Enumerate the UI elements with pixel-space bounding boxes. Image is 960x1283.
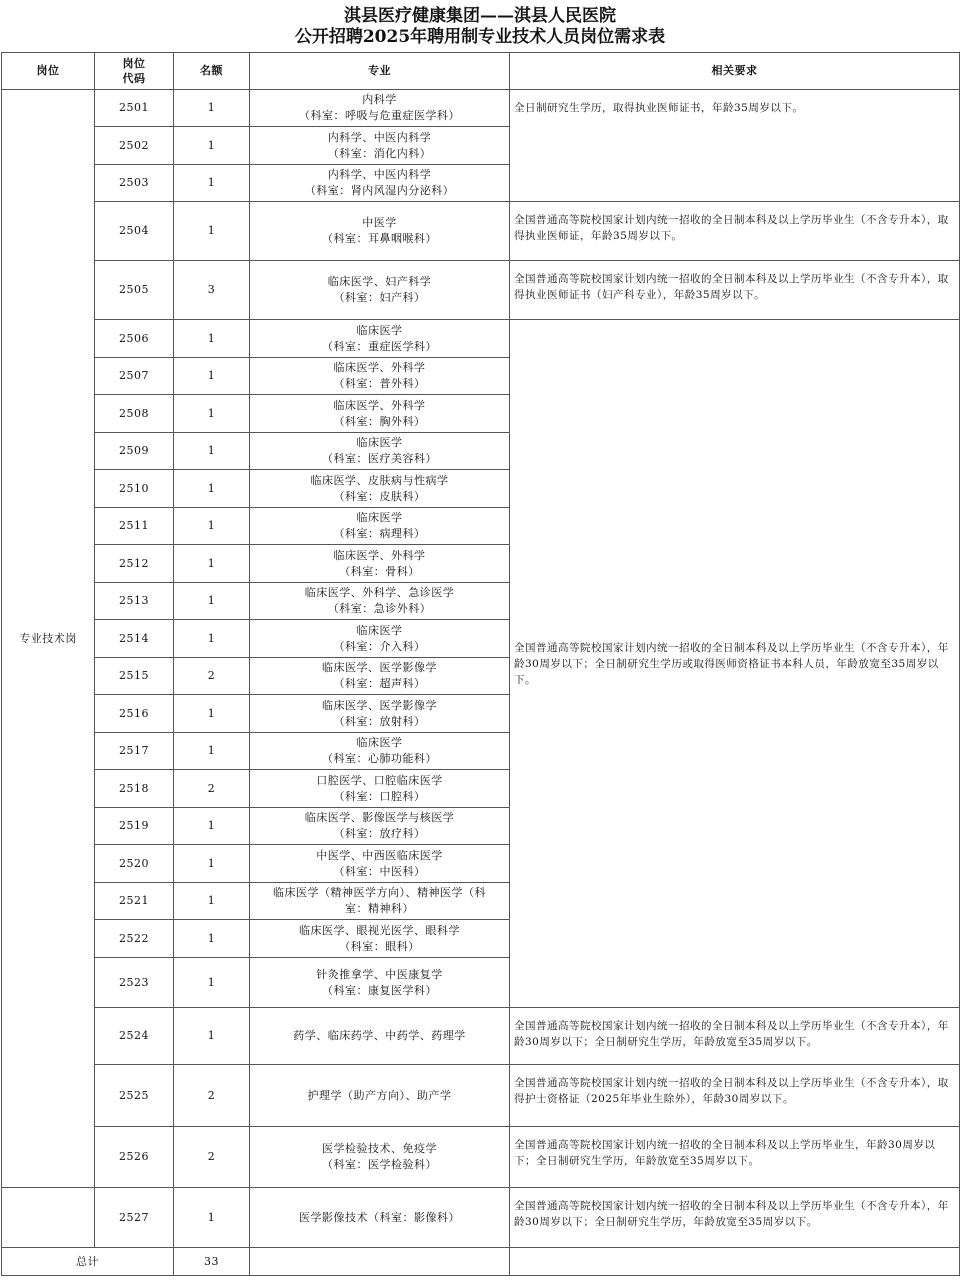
post-code-cell: 2527 [95,1188,174,1248]
major-text: 临床医学、外科学 （科室：骨科） [333,548,426,578]
major-cell [250,808,510,845]
major-cell [250,883,510,920]
requirements-cell: 全国普通高等院校国家计划内统一招收的全日制本科及以上学历毕业生（不含专升本），取得执业医师证，年龄35周岁以下。 [510,202,960,261]
headcount-cell: 1 [174,395,250,433]
major-cell [250,1188,510,1248]
major-cell [250,845,510,883]
header-post: 岗位 [2,53,95,90]
headcount-cell: 1 [174,470,250,508]
major-text: 临床医学 （科室：介入科） [333,623,426,653]
total-req-empty [510,1248,960,1276]
post-code-cell: 2521 [95,883,174,920]
major-text: 临床医学（精神医学方向）、精神医学（科 室：精神科） [273,886,486,915]
post-code-cell: 2522 [95,920,174,958]
post-code-cell: 2510 [95,470,174,508]
post-code-cell: 2507 [95,358,174,395]
post-name-empty-cell [2,1188,95,1248]
headcount-cell: 1 [174,920,250,958]
headcount-cell: 1 [174,90,250,127]
major-text: 临床医学 （科室：重症医学科） [322,323,437,353]
post-code-cell: 2506 [95,320,174,358]
headcount-cell: 1 [174,958,250,1008]
post-name-cell: 专业技术岗 [2,90,95,1188]
major-text: 临床医学、外科学 （科室：普外科） [333,361,426,390]
positions-table [1,52,960,1276]
total-major-empty [250,1248,510,1276]
requirements-cell: 全国普通高等院校国家计划内统一招收的全日制本科及以上学历毕业生（不含专升本），取得执业医师证书（妇产科专业），年龄35周岁以下。 [510,261,960,320]
major-text: 临床医学、影像医学与核医学 （科室：放疗科） [304,811,455,840]
major-cell [250,733,510,770]
post-code-cell: 2525 [95,1065,174,1127]
major-text: 临床医学、医学影像学 （科室：超声科） [322,661,437,690]
headcount-cell: 2 [174,658,250,695]
table-row [2,1008,960,1065]
headcount-cell: 1 [174,845,250,883]
headcount-cell: 1 [174,733,250,770]
post-code-cell: 2503 [95,165,174,202]
major-cell [250,320,510,358]
major-cell [250,165,510,202]
post-code-cell: 2516 [95,695,174,733]
total-count: 33 [174,1248,250,1276]
table-row [2,1188,960,1248]
post-code-cell: 2511 [95,508,174,545]
headcount-cell: 1 [174,508,250,545]
post-code-cell: 2520 [95,845,174,883]
requirements-cell: 全国普通高等院校国家计划内统一招收的全日制本科及以上学历毕业生，年龄30周岁以下；全日制研究生学历，年龄放宽至35周岁以下。 [510,1127,960,1188]
total-row [2,1248,960,1276]
headcount-cell: 1 [174,433,250,470]
requirements-cell: 全国普通高等院校国家计划内统一招收的全日制本科及以上学历毕业生（不含专升本），年龄30周岁以下；全日制研究生学历或取得医师资格证书本科人员，年龄放宽至35周岁以下。 [510,320,960,1008]
major-cell [250,433,510,470]
major-text: 口腔医学、口腔临床医学 （科室：口腔科） [316,773,443,803]
major-text: 临床医学 （科室：医疗美容科） [322,436,437,465]
headcount-cell: 1 [174,620,250,658]
post-code-cell: 2526 [95,1127,174,1188]
major-cell [250,261,510,320]
headcount-cell: 1 [174,1008,250,1065]
major-cell [250,508,510,545]
header-requirements: 相关要求 [510,53,960,90]
major-cell [250,358,510,395]
headcount-cell: 2 [174,1065,250,1127]
headcount-cell: 2 [174,1127,250,1188]
headcount-cell: 1 [174,808,250,845]
headcount-cell: 1 [174,202,250,261]
headcount-cell: 1 [174,1188,250,1248]
major-text: 临床医学 （科室：病理科） [333,511,426,540]
header-code-label: 岗位 代码 [122,57,146,85]
header-major: 专业 [250,53,510,90]
major-cell [250,1065,510,1127]
post-code-cell: 2519 [95,808,174,845]
post-code-cell: 2512 [95,545,174,583]
major-text: 中医学 （科室：耳鼻咽喉科） [322,216,437,245]
major-text: 临床医学、皮肤病与性病学 （科室：皮肤科） [310,473,449,503]
headcount-cell: 1 [174,883,250,920]
major-text: 内科学、中医内科学 （科室：肾内风湿内分泌科） [304,168,455,197]
requirements-cell: 全国普通高等院校国家计划内统一招收的全日制本科及以上学历毕业生（不含专升本），年龄30周岁以下；全日制研究生学历，年龄放宽至35周岁以下。 [510,1188,960,1248]
table-row [2,1127,960,1188]
post-code-cell: 2509 [95,433,174,470]
headcount-cell: 1 [174,320,250,358]
post-code-cell: 2505 [95,261,174,320]
major-cell [250,470,510,508]
post-code-cell: 2504 [95,202,174,261]
major-cell [250,920,510,958]
table-row [2,1065,960,1127]
major-text: 临床医学、眼视光医学、眼科学 （科室：眼科） [299,923,460,953]
major-text: 针灸推拿学、中医康复学 （科室：康复医学科） [316,967,443,997]
headcount-cell: 1 [174,165,250,202]
major-cell [250,583,510,620]
major-text: 临床医学 （科室：心肺功能科） [322,736,437,765]
post-code-cell: 2523 [95,958,174,1008]
headcount-cell: 1 [174,695,250,733]
major-cell [250,1127,510,1188]
post-code-cell: 2502 [95,127,174,165]
major-text: 临床医学、外科学 （科室：胸外科） [333,398,426,428]
post-code-cell: 2513 [95,583,174,620]
post-code-cell: 2517 [95,733,174,770]
major-text: 中医学、中西医临床医学 （科室：中医科） [316,848,443,878]
header-count: 名额 [174,53,250,90]
headcount-cell: 3 [174,261,250,320]
document-title-line2: 公开招聘2025年聘用制专业技术人员岗位需求表 [294,27,666,47]
major-text: 内科学、中医内科学 （科室：消化内科） [327,130,432,160]
post-code-cell: 2501 [95,90,174,127]
requirements-cell: 全日制研究生学历，取得执业医师证书，年龄35周岁以下。 [510,90,960,202]
post-code-cell: 2515 [95,658,174,695]
document-title-line1: 淇县医疗健康集团——淇县人民医院 [344,6,616,26]
major-text: 内科学 （科室：呼吸与危重症医学科） [299,93,460,122]
major-cell [250,202,510,261]
post-code-cell: 2514 [95,620,174,658]
headcount-cell: 1 [174,358,250,395]
major-cell [250,127,510,165]
headcount-cell: 1 [174,583,250,620]
headcount-cell: 1 [174,127,250,165]
table-row [2,202,960,261]
headcount-cell: 2 [174,770,250,808]
post-code-cell: 2518 [95,770,174,808]
major-text: 临床医学、妇产科学 （科室：妇产科） [327,275,432,304]
major-cell [250,620,510,658]
major-text: 药学、临床药学、中药学、药理学 [293,1029,466,1042]
headcount-cell: 1 [174,545,250,583]
table-body [2,90,960,1276]
major-cell [250,695,510,733]
major-text: 临床医学、外科学、急诊医学 （科室：急诊外科） [304,586,455,615]
table-row [2,90,960,127]
requirements-cell: 全国普通高等院校国家计划内统一招收的全日制本科及以上学历毕业生（不含专升本），年龄30周岁以下；全日制研究生学历，年龄放宽至35周岁以下。 [510,1008,960,1065]
post-code-cell: 2524 [95,1008,174,1065]
major-cell [250,770,510,808]
major-text: 医学检验技术、免疫学 （科室：医学检验科） [322,1142,437,1171]
major-cell [250,658,510,695]
major-text: 护理学（助产方向）、助产学 [307,1088,452,1102]
major-cell [250,545,510,583]
table-row [2,320,960,358]
table-row [2,261,960,320]
major-text: 临床医学、医学影像学 （科室：放射科） [322,698,437,728]
major-cell [250,395,510,433]
major-cell [250,90,510,127]
post-code-cell: 2508 [95,395,174,433]
major-text: 医学影像技术（科室：影像科） [299,1210,460,1224]
major-cell [250,958,510,1008]
major-cell [250,1008,510,1065]
table-header-row [2,53,960,90]
header-code [95,53,174,90]
total-label: 总计 [2,1248,174,1276]
requirements-cell: 全国普通高等院校国家计划内统一招收的全日制本科及以上学历毕业生（不含专升本），取得护士资格证（2025年毕业生除外），年龄30周岁以下。 [510,1065,960,1127]
